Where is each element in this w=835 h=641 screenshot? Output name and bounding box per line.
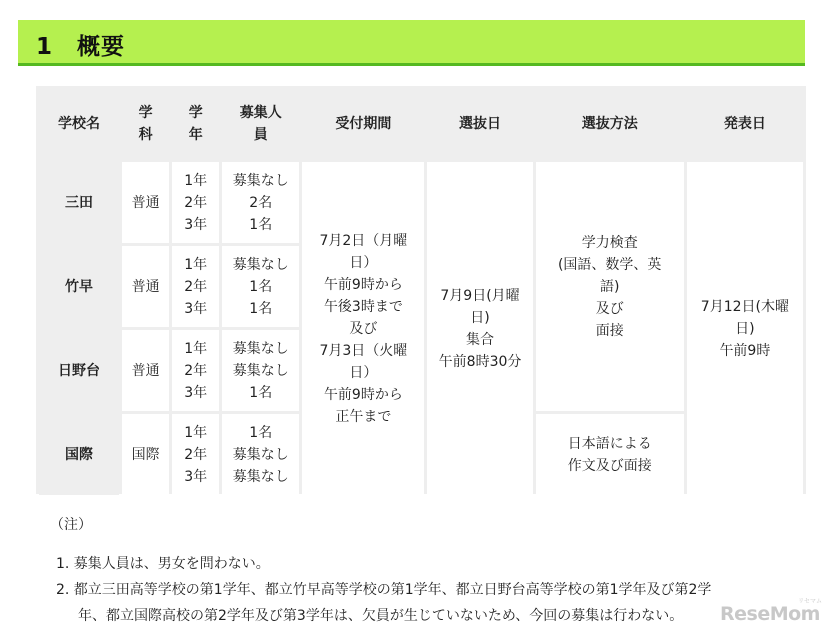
selection-method-general-cell: 学力検査 (国語、数学、英 語) 及び 面接 [536, 162, 684, 411]
school-name: 国際 [39, 414, 119, 495]
watermark-logo-small: リセマム [798, 598, 822, 605]
notes-heading: （注） [50, 517, 92, 533]
grades-cell: 1年 2年 3年 [172, 414, 219, 495]
quota-cell: 募集なし 2名 1名 [222, 162, 299, 243]
school-name: 三田 [39, 162, 119, 243]
header-announcement: 発表日 [687, 89, 803, 159]
grades-cell: 1年 2年 3年 [172, 330, 219, 411]
course-cell: 普通 [122, 330, 169, 411]
table-row [39, 162, 803, 243]
quota-cell: 募集なし 1名 1名 [222, 246, 299, 327]
note-item: 1. 募集人員は、男女を問わない。 [56, 556, 270, 572]
header-course: 学 科 [122, 89, 169, 159]
note-item: 2. 都立三田高等学校の第1学年、都立竹早高等学校の第1学年、都立日野台高等学校の第1学年及び第2学 [56, 582, 712, 598]
quota-cell: 募集なし 募集なし 1名 [222, 330, 299, 411]
reception-period-cell: 7月2日（月曜 日） 午前9時から 午後3時まで 及び 7月3日（火曜 日） 午前9時から 正午まで [302, 162, 424, 495]
header-reception: 受付期間 [302, 89, 424, 159]
school-name: 日野台 [39, 330, 119, 411]
selection-date-cell: 7月9日(月曜 日) 集合 午前8時30分 [427, 162, 532, 495]
header-selection-method: 選抜方法 [536, 89, 684, 159]
announcement-date-cell: 7月12日(木曜 日) 午前9時 [687, 162, 803, 495]
selection-method-international-cell: 日本語による 作文及び面接 [536, 414, 684, 495]
section-heading-bar [18, 20, 805, 66]
quota-cell: 1名 募集なし 募集なし [222, 414, 299, 495]
section-heading: 1 概要 [36, 34, 126, 60]
school-name: 竹早 [39, 246, 119, 327]
note-item-continued: 年、都立国際高校の第2学年及び第3学年は、欠員が生じていないため、今回の募集は行わない。 [78, 608, 684, 624]
watermark-logo: ReseMom [720, 603, 820, 625]
header-quota: 募集人 員 [222, 89, 299, 159]
course-cell: 普通 [122, 162, 169, 243]
header-school: 学校名 [39, 89, 119, 159]
grades-cell: 1年 2年 3年 [172, 246, 219, 327]
overview-table [36, 86, 806, 498]
grades-cell: 1年 2年 3年 [172, 162, 219, 243]
header-grade: 学 年 [172, 89, 219, 159]
header-selection-date: 選抜日 [427, 89, 532, 159]
overview-table-wrapper [36, 86, 806, 494]
header-row [39, 89, 803, 159]
course-cell: 普通 [122, 246, 169, 327]
course-cell: 国際 [122, 414, 169, 495]
